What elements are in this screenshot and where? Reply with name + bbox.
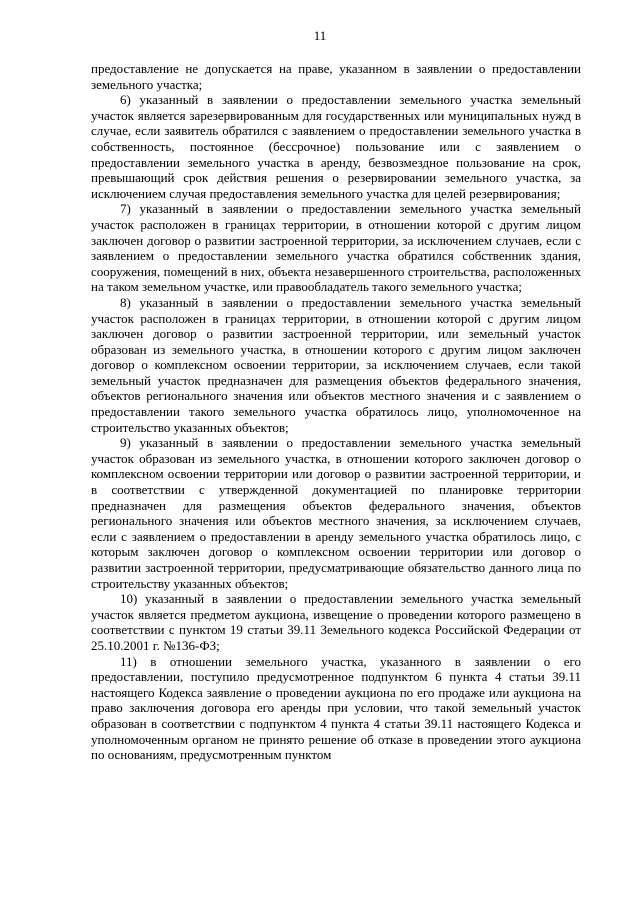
paragraph-continuation: предоставление не допускается на праве, указанном в заявлении о предоставлении земельного участка; [91,61,581,92]
paragraph-item-8: 8) указанный в заявлении о предоставлении земельного участка земельный участок расположен в границах территории, в отношении которой с другим лицом заключен договор о развитии застроенной территории, или земельный участок образован из земельного участка, в отношении которого с другим лицом заключен договор о комплексном освоении территории, за исключением случаев, если такой земельный участок предназначен для размещения объектов федерального значения, объектов регионального значения или объектов местного значения и с заявлением о предоставлении такого земельного участка обратилось лицо, уполномоченное на строительство указанных объектов; [91,294,581,435]
page-number: 11 [313,28,327,43]
document-body [91,61,581,763]
paragraph-item-11: 11) в отношении земельного участка, указанного в заявлении о его предоставлении, поступило предусмотренное подпунктом 6 пункта 4 статьи 39.11 настоящего Кодекса заявление о проведении аукциона по его продаже или аукциона на право заключения договора его аренды при условии, что такой земельный участок образован в соответствии с подпунктом 4 пункта 4 статьи 39.11 настоящего Кодекса и уполномоченным органом не принято решение об отказе в проведении этого аукциона по основаниям, предусмотренным пунктом [91,653,581,763]
paragraph-item-7: 7) указанный в заявлении о предоставлении земельного участка земельный участок расположен в границах территории, в отношении которой с другим лицом заключен договор о развитии застроенной территории, за исключением случаев, если с заявлением о предоставлении земельного участка обратился собственник здания, сооружения, помещений в них, объекта незавершенного строительства, расположенных на таком земельном участке, или правообладатель такого земельного участка; [91,201,581,295]
paragraph-item-10: 10) указанный в заявлении о предоставлении земельного участка земельный участок является предметом аукциона, извещение о проведении которого размещено в соответствии с пунктом 19 статьи 39.11 Земельного кодекса Российской Федерации от 25.10.2001 г. №136-ФЗ; [91,591,581,653]
paragraph-item-6: 6) указанный в заявлении о предоставлении земельного участка земельный участок является зарезервированным для государственных или муниципальных нужд в случае, если заявитель обратился с заявлением о предоставлении земельного участка в собственность, постоянное (бессрочное) пользование или с заявлением о предоставлении земельного участка в аренду, безвозмездное пользование на срок, превышающий срок действия решения о резервировании земельного участка, за исключением случая предоставления земельного участка для целей резервирования; [91,92,581,201]
paragraph-item-9: 9) указанный в заявлении о предоставлении земельного участка земельный участок образован из земельного участка, в отношении которого заключен договор о комплексном освоении территории или договор о развитии застроенной территории, и в соответствии с утвержденной документацией по планировке территории предназначен для размещения объектов федерального значения, объектов регионального значения или объектов местного значения, за исключением случаев, если с заявлением о предоставлении в аренду земельного участка обратилось лицо, с которым заключен договор о комплексном освоении территории или договор о развитии застроенной территории, предусматривающие обязательство данного лица по строительству указанных объектов; [91,435,581,591]
